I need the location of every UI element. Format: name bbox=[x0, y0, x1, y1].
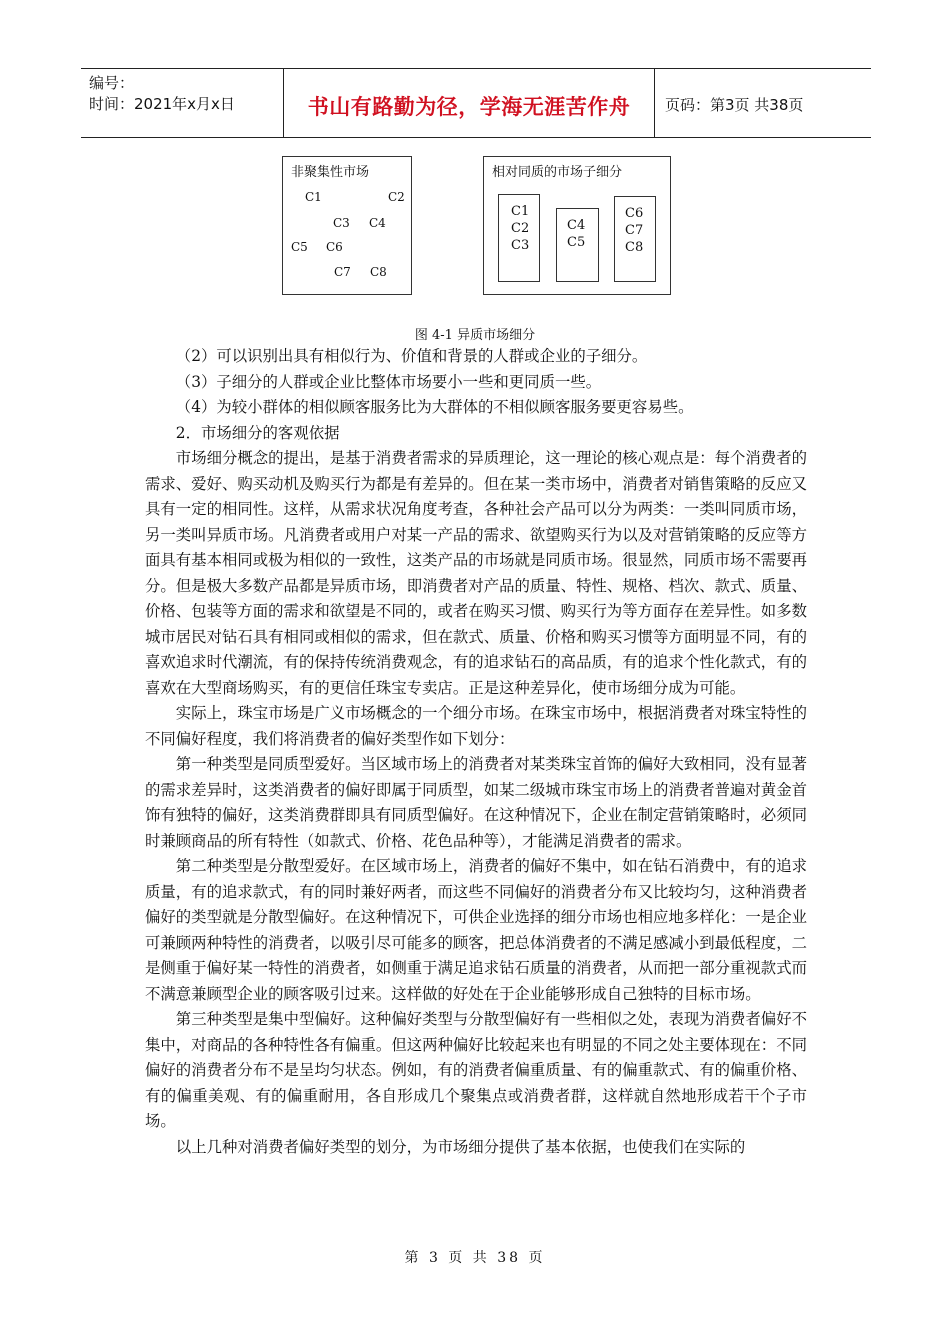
page-info: 页码：第3页 共38页 bbox=[665, 96, 804, 114]
page-footer: 第 3 页 共 38 页 bbox=[404, 1250, 546, 1266]
segment-label: C6 bbox=[326, 240, 343, 254]
segment-label: C4 bbox=[567, 218, 586, 233]
figure-caption: 图 4-1 异质市场细分 bbox=[414, 328, 536, 343]
paragraph: 第三种类型是集中型偏好。这种偏好类型与分散型偏好有一些相似之处，表现为消费者偏好不集中，对商品的各种特性各有偏重。但这两种偏好比较起来也有明显的不同之处主要体现在：不同偏好的消费者分布不是呈均匀状态。例如，有的消费者偏重质量、有的偏重款式、有的偏重价格、有的偏重美观、有的偏重耐用，各自形成几个聚集点或消费者群，这样就自然地形成若干个子市场。 bbox=[145, 1010, 807, 1130]
segment-label: C1 bbox=[511, 204, 530, 219]
subsegment-group bbox=[614, 196, 656, 282]
paragraph: 第一种类型是同质型爱好。当区域市场上的消费者对某类珠宝首饰的偏好大致相同，没有显著的需求差异时，这类消费者的偏好即属于同质型，如某二级城市珠宝市场上的消费者普遍对黄金首饰有独特的偏好，这类消费群即具有同质型偏好。在这种情况下，企业在制定营销策略时，必须同时兼顾商品的所有特性（如款式、价格、花色品种等），才能满足消费者的需求。 bbox=[145, 755, 807, 850]
segment-label: C2 bbox=[388, 190, 405, 204]
segment-label: C8 bbox=[370, 265, 387, 279]
segment-label: C1 bbox=[305, 190, 322, 204]
paragraph: 市场细分概念的提出，是基于消费者需求的异质理论，这一理论的核心观点是：每个消费者的需求、爱好、购买动机及购买行为都是有差异的。但在某一类市场中，消费者对销售策略的反应又具有一定的相同性。这样，从需求状况角度考查，各种社会产品可以分为两类：一类叫同质市场，另一类叫异质市场。凡消费者或用户对某一产品的需求、欲望购买行为以及对营销策略的反应等方面具有基本相同或极为相似的一致性，这类产品的市场就是同质市场。很显然，同质市场不需要再分。但是极大多数产品都是异质市场，即消费者对产品的质量、特性、规格、档次、款式、质量、价格、包装等方面的需求和欲望是不同的，或者在购买习惯、购买行为等方面存在差异性。如多数城市居民对钻石具有相同或相似的需求，但在款式、质量、价格和购买习惯等方面明显不同，有的喜欢追求时代潮流，有的保持传统消费观念，有的追求钻石的高品质，有的追求个性化款式，有的喜欢在大型商场购买，有的更信任珠宝专卖店。正是这种差异化，使市场细分成为可能。 bbox=[145, 449, 807, 697]
segment-label: C5 bbox=[567, 235, 586, 250]
left-box-title: 非聚集性市场 bbox=[291, 165, 370, 180]
number-label: 编号： bbox=[89, 74, 135, 92]
list-item: （2）可以识别出具有相似行为、价值和背景的人群或企业的子细分。 bbox=[175, 347, 648, 365]
subsegment-group bbox=[498, 194, 540, 282]
segment-label: C7 bbox=[334, 265, 351, 279]
list-item: （3）子细分的人群或企业比整体市场要小一些和更同质一些。 bbox=[175, 372, 602, 391]
section-heading: 2．市场细分的客观依据 bbox=[175, 423, 340, 442]
segment-label: C5 bbox=[291, 240, 308, 254]
paragraph: 以上几种对消费者偏好类型的划分，为市场细分提供了基本依据，也使我们在实际的 bbox=[175, 1137, 746, 1156]
header-left-cell bbox=[81, 69, 284, 137]
segment-label: C8 bbox=[625, 240, 644, 255]
header-page-cell bbox=[655, 69, 871, 137]
list-item: （4）为较小群体的相似顾客服务比为大群体的不相似顾客服务要更容易些。 bbox=[175, 398, 694, 416]
segment-label: C3 bbox=[333, 216, 350, 230]
body-text bbox=[145, 344, 807, 1160]
page-header bbox=[81, 68, 871, 138]
right-box-title: 相对同质的市场子细分 bbox=[492, 165, 623, 180]
motto: 书山有路勤为径，学海无涯苦作舟 bbox=[307, 95, 631, 119]
segment-label: C6 bbox=[625, 206, 644, 221]
segment-label: C7 bbox=[625, 223, 644, 238]
segment-label: C4 bbox=[369, 216, 386, 230]
paragraph: 实际上，珠宝市场是广义市场概念的一个细分市场。在珠宝市场中，根据消费者对珠宝特性的不同偏好程度，我们将消费者的偏好类型作如下划分： bbox=[145, 704, 807, 748]
segment-label: C3 bbox=[511, 238, 530, 253]
subsegment-group bbox=[556, 208, 599, 282]
non-aggregated-market-box bbox=[282, 156, 412, 295]
homogeneous-subsegment-box bbox=[483, 156, 671, 295]
paragraph: 第二种类型是分散型爱好。在区域市场上，消费者的偏好不集中，如在钻石消费中，有的追求质量，有的追求款式，有的同时兼好两者，而这些不同偏好的消费者分布又比较均匀，这种消费者偏好的类型就是分散型偏好。在这种情况下，可供企业选择的细分市场也相应地多样化：一是企业可兼顾两种特性的消费者，以吸引尽可能多的顾客，把总体消费者的不满足感减小到最低程度，二是侧重于偏好某一特性的消费者，如侧重于满足追求钻石质量的消费者，从而把一部分重视款式而不满意兼顾型企业的顾客吸引过来。这样做的好处在于企业能够形成自己独特的目标市场。 bbox=[145, 857, 807, 1003]
header-motto-cell bbox=[284, 69, 655, 137]
date-line: 时间：2021年x月x日 bbox=[89, 95, 235, 113]
segment-label: C2 bbox=[511, 221, 530, 236]
